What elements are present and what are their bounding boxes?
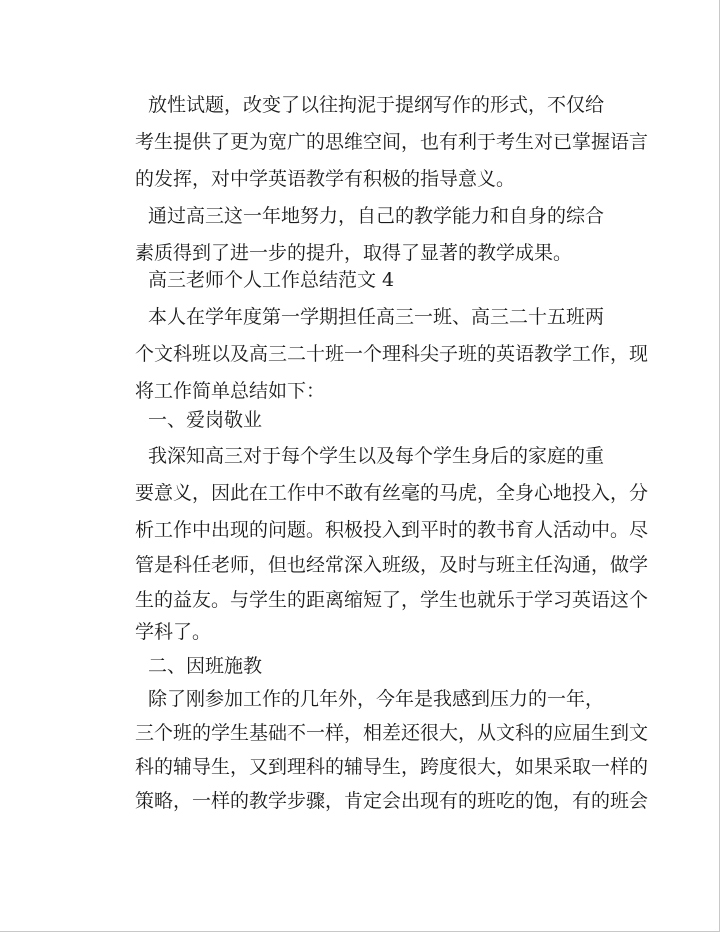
text-line: 生的益友。与学生的距离缩短了，学生也就乐于学习英语这个 — [135, 589, 649, 611]
text-line: 三个班的学生基础不一样，相差还很大，从文科的应届生到文 — [135, 722, 649, 744]
text-line: 素质得到了进一步的提升，取得了显著的教学成果。 — [135, 242, 573, 264]
subsection-heading: 一、爱岗敬业 — [148, 409, 263, 431]
text-line: 管是科任老师，但也经常深入班级，及时与班主任沟通，做学 — [135, 554, 649, 576]
text-line: 学科了。 — [135, 621, 212, 643]
text-line: 析工作中出现的问题。积极投入到平时的教书育人活动中。尽 — [135, 519, 649, 541]
text-line: 考生提供了更为宽广的思维空间，也有利于考生对已掌握语言 — [135, 131, 649, 153]
text-line: 我深知高三对于每个学生以及每个学生身后的家庭的重 — [148, 445, 605, 467]
section-heading: 高三老师个人工作总结范文 4 — [148, 269, 395, 291]
text-line: 要意义，因此在工作中不敢有丝毫的马虎，全身心地投入，分 — [135, 482, 649, 504]
text-line: 科的辅导生，又到理科的辅导生，跨度很大，如果采取一样的 — [135, 756, 649, 778]
text-line: 放性试题，改变了以往拘泥于提纲写作的形式，不仅给 — [148, 94, 605, 116]
text-line: 的发挥，对中学英语教学有积极的指导意义。 — [135, 168, 516, 190]
text-line: 个文科班以及高三二十班一个理科尖子班的英语教学工作，现 — [135, 343, 649, 365]
text-line: 策略，一样的教学步骤，肯定会出现有的班吃的饱，有的班会 — [135, 790, 649, 812]
text-line: 将工作简单总结如下： — [135, 380, 326, 402]
text-line: 通过高三这一年地努力，自己的教学能力和自身的综合 — [148, 205, 605, 227]
subsection-heading: 二、因班施教 — [148, 655, 263, 677]
text-line: 本人在学年度第一学期担任高三一班、高三二十五班两 — [148, 306, 605, 328]
text-line: 除了刚参加工作的几年外，今年是我感到压力的一年， — [148, 688, 605, 710]
